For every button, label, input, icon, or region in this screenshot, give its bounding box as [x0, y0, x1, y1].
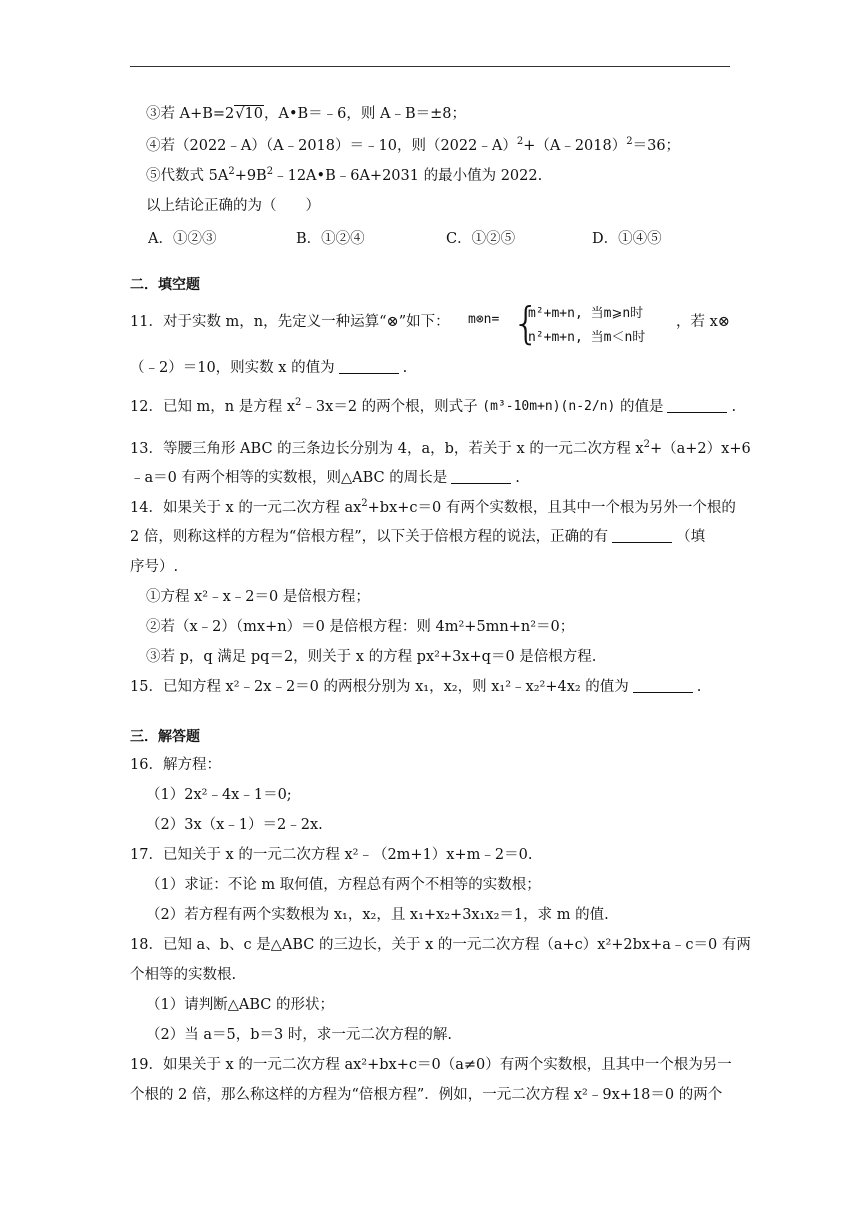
q12-expression: (m³-10m+n)(n-2/n) [482, 399, 616, 414]
section-title-fill-blank: 二．填空题 [130, 277, 200, 293]
q14-item1: ①方程 x²﹣x﹣2＝0 是倍根方程； [146, 589, 370, 605]
q13-line2: ﹣a＝0 有两个相等的实数根，则△ABC 的周长是 . [130, 470, 520, 486]
q16-part1: （1）2x²﹣4x﹣1＝0; [146, 787, 292, 803]
answer-blank[interactable] [612, 529, 672, 543]
q19-line1: 19．如果关于 x 的一元二次方程 ax²+bx+c＝0（a≠0）有两个实数根，且其中一个根为另一 [130, 1057, 732, 1073]
q18-line1: 18．已知 a、b、c 是△ABC 的三边长，关于 x 的一元二次方程（a+c）x²+2bx+a﹣c＝0 有两 [130, 937, 751, 953]
q10-item4: ④若（2022﹣A）（A﹣2018）＝﹣10，则（2022﹣A）$^2$+（A﹣2018）$^2$＝36； [146, 136, 681, 154]
option-a: A．①②③ [148, 231, 217, 247]
answer-blank[interactable] [451, 470, 511, 484]
option-d: D．①④⑤ [592, 231, 662, 247]
answer-blank[interactable] [339, 360, 399, 374]
q17: 17．已知关于 x 的一元二次方程 x²﹣（2m+1）x+m﹣2＝0. [130, 847, 533, 863]
q14-item3: ③若 p，q 满足 pq＝2，则关于 x 的方程 px²+3x+q＝0 是倍根方程. [146, 649, 597, 665]
brace-symbol: { [512, 298, 540, 349]
section-title-solve: 三．解答题 [130, 729, 200, 745]
q11-line1: 11．对于实数 m，n，先定义一种运算“⊗”如下： [130, 314, 450, 330]
q17-part1: （1）求证：不论 m 取何值，方程总有两个不相等的实数根； [146, 877, 541, 893]
q14-line1: 14．如果关于 x 的一元二次方程 $ax^2+bx+c=0$ 有两个实数根，且其中一个根为另外一个根的 [130, 498, 736, 516]
q10-item3: ③若 A+B=2√10，A•B＝﹣6，则 A﹣B＝±8； [146, 106, 466, 122]
answer-blank[interactable] [667, 399, 727, 413]
q18-line2: 个相等的实数根. [130, 967, 237, 983]
sqrt-symbol: √10 [235, 106, 263, 122]
option-c: C．①②⑤ [446, 231, 516, 247]
q14-item2: ②若（x﹣2）（mx+n）＝0 是倍根方程：则 4m²+5mn+n²＝0； [146, 619, 575, 635]
q13-line1: 13．等腰三角形 ABC 的三条边长分别为 4，a，b，若关于 x 的一元二次方程 $x^2+(a+2)x+6$ [130, 439, 751, 457]
q15: 15．已知方程 x²﹣2x﹣2＝0 的两根分别为 x₁，x₂，则 x₁²﹣x₂²+4x₂ 的值为 . [130, 679, 702, 695]
q18-part2: （2）当 a＝5，b＝3 时，求一元二次方程的解. [146, 1027, 452, 1043]
q14-line2: 2 倍，则称这样的方程为“倍根方程”，以下关于倍根方程的说法，正确的有 （填 [130, 529, 706, 545]
q11-line2: （﹣2）＝10，则实数 x 的值为 . [130, 360, 408, 376]
q16: 16．解方程： [130, 757, 221, 773]
q10-prompt: 以上结论正确的为（ ） [146, 198, 320, 214]
q14-line3: 序号）. [130, 559, 179, 575]
q10-item5: ⑤代数式 $5A^2+9B^2﹣12A•B﹣6A+2031$ 的最小值为 2022. [146, 166, 543, 184]
answer-blank[interactable] [633, 679, 693, 693]
header-rule [130, 66, 730, 67]
q18-part1: （1）请判断△ABC 的形状； [146, 997, 334, 1013]
option-b: B．①②④ [296, 231, 365, 247]
q16-part2: （2）3x（x﹣1）＝2﹣2x. [146, 817, 323, 833]
q19-line2: 个根的 2 倍，那么称这样的方程为“倍根方程”．例如，一元二次方程 x²﹣9x+18＝0 的两个 [130, 1087, 723, 1103]
q11-piecewise: m⊗n= { m²+m+n, 当m⩾n时 n²+m+n, 当m＜n时 [468, 298, 646, 349]
q17-part2: （2）若方程有两个实数根为 x₁，x₂，且 x₁+x₂+3x₁x₂＝1，求 m 的值. [146, 907, 609, 923]
q12: 12．已知 m，n 是方程 $x^2﹣3x=2$ 的两个根，则式子 (m³-10m+n)(n-2/n) 的值是 . [130, 397, 737, 415]
q11-line1-tail: ，若 x⊗ [676, 314, 730, 330]
